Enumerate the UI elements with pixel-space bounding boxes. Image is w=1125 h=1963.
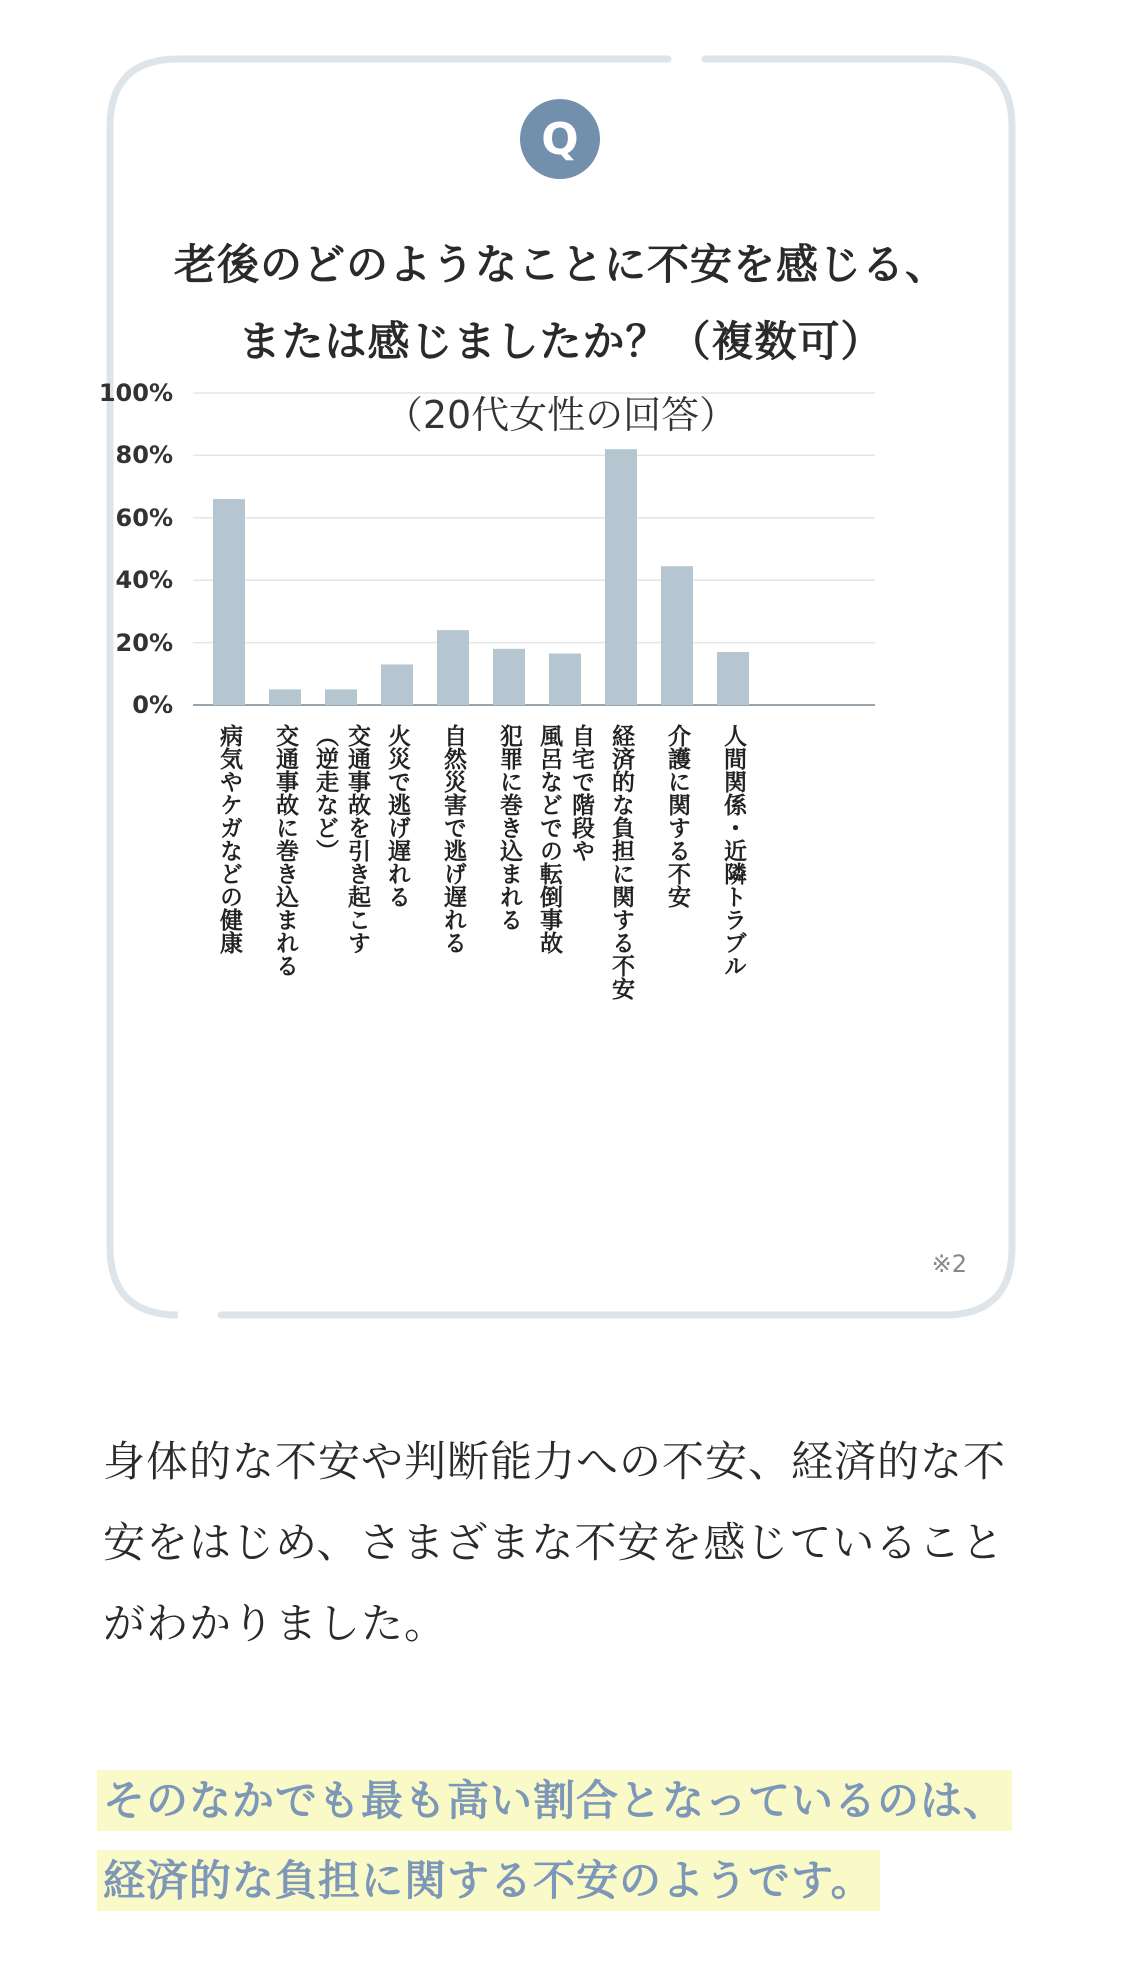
x-tick-label-line: 病気やケガなどの健康 — [216, 724, 242, 954]
x-tick-label-line: 交通事故を引き起こす — [344, 724, 370, 954]
x-tick-label-line: 経済的な負担に関する不安 — [608, 724, 634, 1000]
x-tick-label-line: 犯罪に巻き込まれる — [496, 724, 522, 931]
x-tick-label-line: 自然災害で逃げ遅れる — [440, 724, 466, 954]
footnote-mark: ※2 — [931, 1250, 967, 1278]
bar — [213, 499, 245, 705]
x-tick-label — [268, 724, 302, 977]
x-tick-label-line: 交通事故に巻き込まれる — [272, 724, 298, 977]
bar — [717, 652, 749, 705]
x-tick-label-line: 人間関係・近隣トラブル — [720, 724, 746, 977]
x-tick-label-line: 火災で逃げ遅れる — [384, 724, 410, 908]
x-tick-label-line: 風呂などでの転倒事故 — [536, 724, 562, 954]
bar-chart-svg — [103, 52, 1019, 1322]
bar — [437, 630, 469, 705]
x-tick-label — [492, 724, 526, 931]
x-tick-label-line: 自宅で階段や — [568, 724, 594, 862]
bar — [325, 689, 357, 705]
question-badge: Q — [520, 99, 600, 179]
y-tick-label: 0% — [132, 691, 173, 719]
y-tick-label: 100% — [98, 379, 173, 407]
x-tick-label — [716, 724, 750, 977]
bar — [493, 649, 525, 705]
x-tick-label — [660, 724, 694, 908]
x-tick-label — [436, 724, 470, 954]
y-tick-label: 20% — [115, 628, 173, 657]
question-subtitle: （20代女性の回答） — [384, 393, 738, 437]
bar — [605, 449, 637, 705]
question-card — [98, 52, 1019, 1322]
question-title-line1: 老後のどのようなことに不安を感じる、 — [173, 240, 948, 289]
y-tick-label: 40% — [115, 566, 173, 595]
bar — [381, 664, 413, 705]
bar — [549, 654, 581, 705]
bar — [661, 566, 693, 705]
summary-paragraph: 身体的な不安や判断能力への不安、経済的な不安をはじめ、さまざまな不安を感じていることがわかりました。 — [103, 1437, 1007, 1648]
x-tick-label — [212, 724, 246, 954]
bar-chart — [98, 52, 1019, 1322]
x-tick-label — [604, 724, 638, 1000]
highlight-paragraph — [97, 1761, 1037, 1921]
y-tick-label: 60% — [115, 503, 173, 532]
x-tick-label — [531, 724, 599, 954]
x-tick-label-line: 介護に関する不安 — [664, 724, 690, 908]
y-tick-label: 80% — [115, 441, 173, 470]
x-tick-label — [380, 724, 414, 908]
bar — [269, 689, 301, 705]
highlight-text: そのなかでも最も高い割合となっているのは、経済的な負担に関する不安のようです。 — [97, 1770, 1012, 1911]
x-tick-label-line: （逆走など） — [312, 724, 338, 862]
x-tick-label — [307, 724, 375, 954]
question-title-line2: または感じましたか？（複数可） — [238, 317, 884, 366]
